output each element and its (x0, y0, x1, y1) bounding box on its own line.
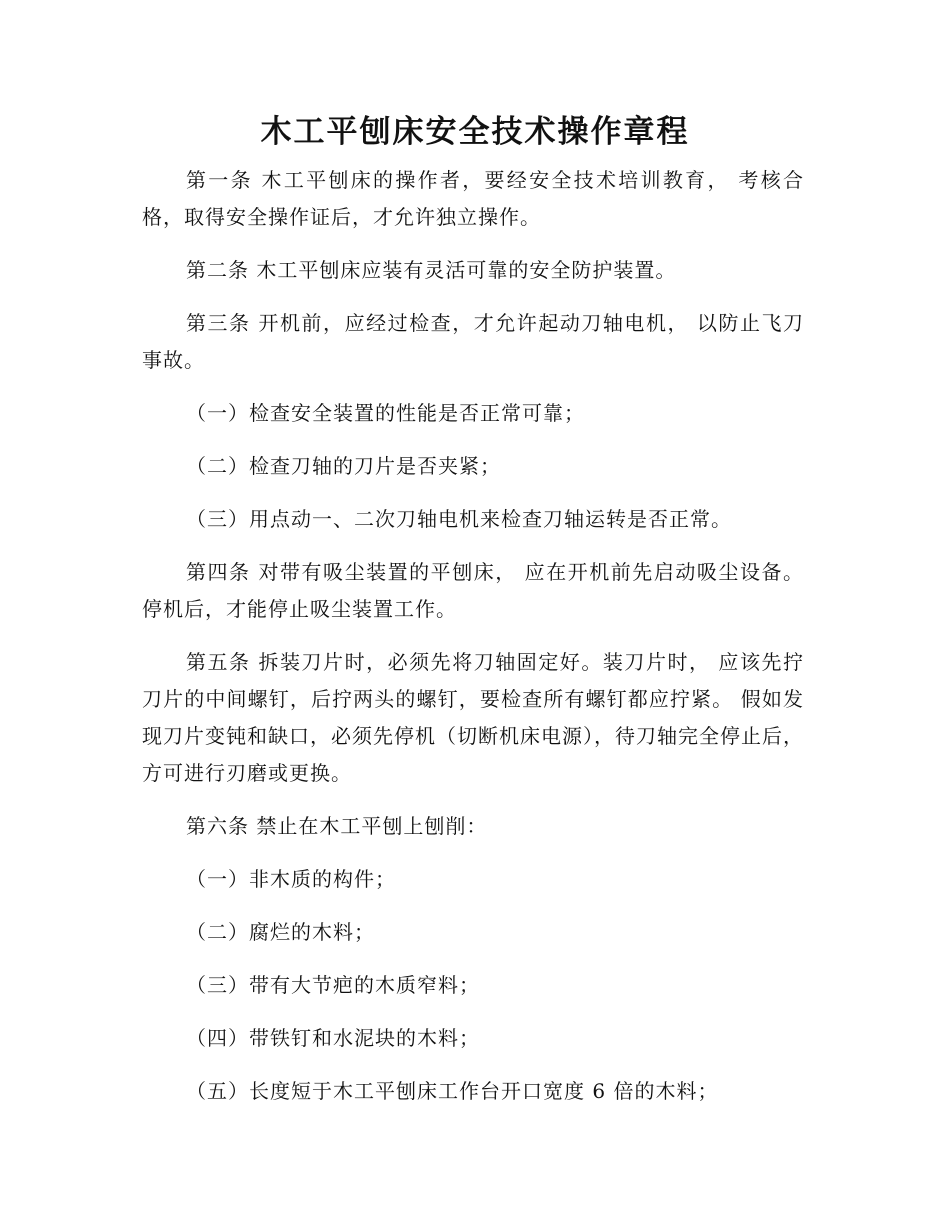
article-4: 第四条 对带有吸尘装置的平刨床， 应在开机前先启动吸尘设备。停机后，才能停止吸尘装置工作。 (142, 560, 804, 621)
article-6: 第六条 禁止在木工平刨上刨削： (186, 814, 488, 838)
article-6-item-3: （三）带有大节疤的木质窄料； (186, 973, 480, 997)
article-6-item-5: （五）长度短于木工平刨床工作台开口宽度 6 倍的木料； (186, 1079, 719, 1103)
article-6-item-4: （四）带铁钉和水泥块的木料； (186, 1026, 480, 1050)
article-1: 第一条 木工平刨床的操作者，要经安全技术培训教育， 考核合格，取得安全操作证后，才允许独立操作。 (142, 168, 804, 229)
document-title: 木工平刨床安全技术操作章程 (260, 114, 690, 150)
article-3-item-2: （二）检查刀轴的刀片是否夹紧； (186, 454, 501, 478)
document-body (142, 162, 804, 1126)
article-5: 第五条 拆装刀片时，必须先将刀轴固定好。装刀片时， 应该先拧刀片的中间螺钉，后拧两头的螺钉，要检查所有螺钉都应拧紧。 假如发现刀片变钝和缺口，必须先停机（切断机床电源），待刀轴完全停止后， 方可进行刃磨或更换。 (142, 650, 804, 785)
article-2: 第二条 木工平刨床应装有灵活可靠的安全防护装置。 (186, 258, 677, 282)
article-3-item-1: （一）检查安全装置的性能是否正常可靠； (186, 401, 585, 425)
article-6-item-2: （二）腐烂的木料； (186, 920, 375, 944)
article-6-item-1: （一）非木质的构件； (186, 867, 396, 891)
article-3-item-3: （三）用点动一、二次刀轴电机来检查刀轴运转是否正常。 (186, 507, 732, 531)
article-3: 第三条 开机前，应经过检查，才允许起动刀轴电机， 以防止飞刀事故。 (142, 311, 804, 372)
